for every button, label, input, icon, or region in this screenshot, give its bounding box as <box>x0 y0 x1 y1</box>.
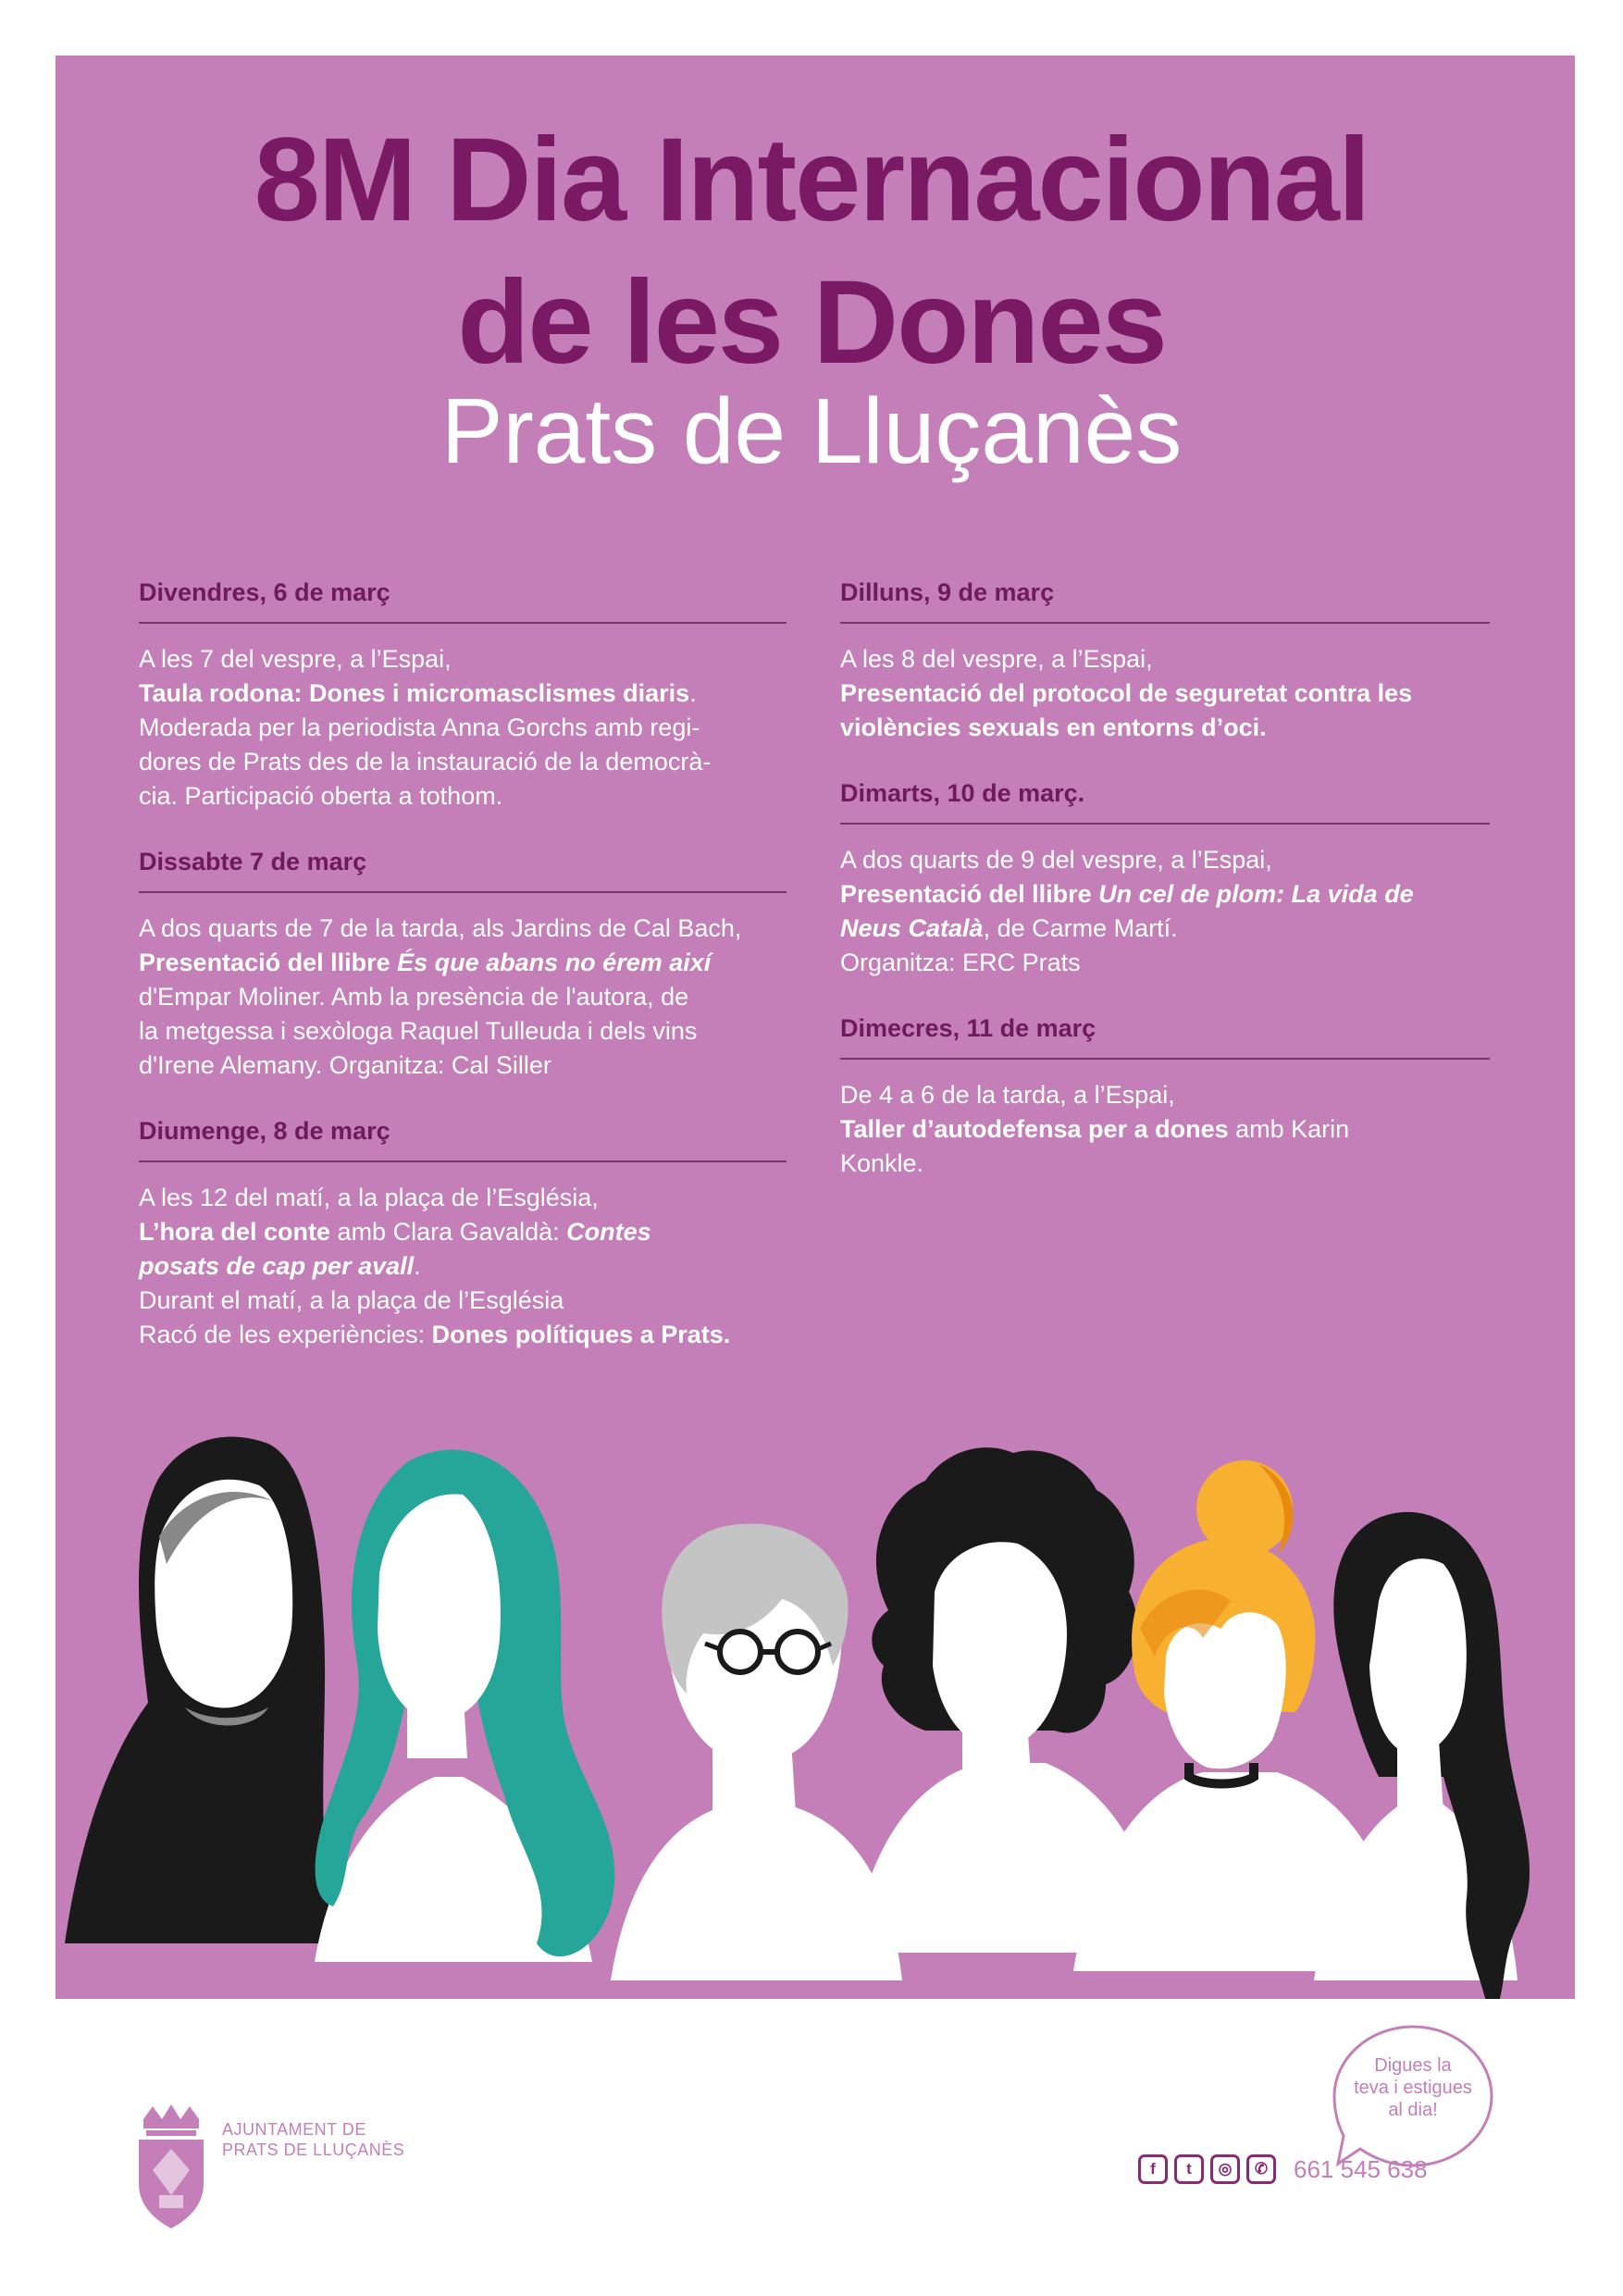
event-description: A les 7 del vespre, a l’Espai, Taula rodona: Dones i micromasclismes diaris. Moderada per la periodista Anna Gorchs amb regi- dores de Prats des de la instauració de la democrà- cia. Participació oberta a tothom. <box>139 645 712 810</box>
event-title: Presentació del llibre <box>840 880 1099 908</box>
event-day-heading: Dilluns, 9 de març <box>840 574 1490 624</box>
event-day-heading: Dimarts, 10 de març. <box>840 775 1490 825</box>
event-title: Taller d’autodefensa per a dones <box>840 1115 1229 1143</box>
event-description: A les 12 del matí, a la plaça de l’Església, L’hora del conte amb Clara Gavaldà: Contes posats de cap per avall. Durant el matí, a la plaça de l’Església Racó de les experiències: Dones polítiques a Prats. <box>139 1184 731 1348</box>
twitter-icon[interactable]: t <box>1174 2154 1204 2184</box>
book-title: És que abans no érem així <box>397 949 712 976</box>
event-title-cont: violències sexuals en entorns d’oci. <box>840 714 1267 741</box>
book-title-cont: Neus Català <box>840 914 984 942</box>
whatsapp-icon[interactable]: ✆ <box>1246 2154 1276 2184</box>
title-line-2: de les Dones <box>457 256 1166 389</box>
event-title: Presentació del llibre <box>139 949 398 976</box>
phone-number: 661 545 638 <box>1294 2155 1428 2183</box>
title-line-1: 8M Dia Internacional <box>254 114 1369 246</box>
event-description: A dos quarts de 9 del vespre, a l’Espai, Presentació del llibre Un cel de plom: La vida de Neus Català, de Carme Martí. Organitza: ERC Prats <box>840 846 1414 976</box>
event-description: A les 8 del vespre, a l’Espai, Presentació del protocol de seguretat contra les violències sexuals en entorns d’oci. <box>840 645 1413 741</box>
coat-of-arms-logo <box>139 2104 204 2228</box>
event-title: L’hora del conte <box>139 1218 331 1246</box>
event-day-heading: Dissabte 7 de març <box>139 843 787 893</box>
woman-grey-hair <box>611 1524 902 1980</box>
event-title: Dones polítiques a Prats. <box>431 1321 731 1348</box>
story-title-cont: posats de cap per avall <box>139 1252 415 1280</box>
speech-bubble-text: Digues la teva i estigues al dia! <box>1354 2055 1472 2120</box>
poster-subtitle: Prats de Lluçanès <box>440 379 1183 483</box>
story-title: Contes <box>566 1218 651 1246</box>
event-description: A dos quarts de 7 de la tarda, als Jardins de Cal Bach, Presentació del llibre És que abans no érem així d'Empar Moliner. Amb la presència de l'autora, de la metgessa i sexòloga Raquel Tulleuda i dels vins d'Irene Alemany. Organitza: Cal Siller <box>139 914 742 1079</box>
woman-long-hair <box>1314 1512 1530 2017</box>
instagram-icon[interactable]: ◎ <box>1210 2154 1240 2184</box>
event-description: De 4 a 6 de la tarda, a l’Espai, Taller d’autodefensa per a dones amb Karin Konkle. <box>840 1081 1350 1177</box>
woman-hijab <box>65 1437 333 1943</box>
event-title: Taula rodona: Dones i micromasclismes diaris <box>139 679 690 707</box>
facebook-icon[interactable]: f <box>1138 2154 1168 2184</box>
book-title: Un cel de plom: La vida de <box>1098 880 1414 908</box>
municipality-name: AJUNTAMENT DE PRATS DE LLUÇANÈS <box>222 2120 405 2159</box>
event-day-heading: Dimecres, 11 de març <box>840 1010 1490 1060</box>
event-day-heading: Divendres, 6 de març <box>139 574 787 624</box>
woman-teal-hair <box>315 1449 614 1962</box>
event-day-heading: Diumenge, 8 de març <box>139 1112 787 1162</box>
event-title: Presentació del protocol de seguretat contra les <box>840 679 1413 707</box>
social-bar <box>1138 2154 1428 2184</box>
